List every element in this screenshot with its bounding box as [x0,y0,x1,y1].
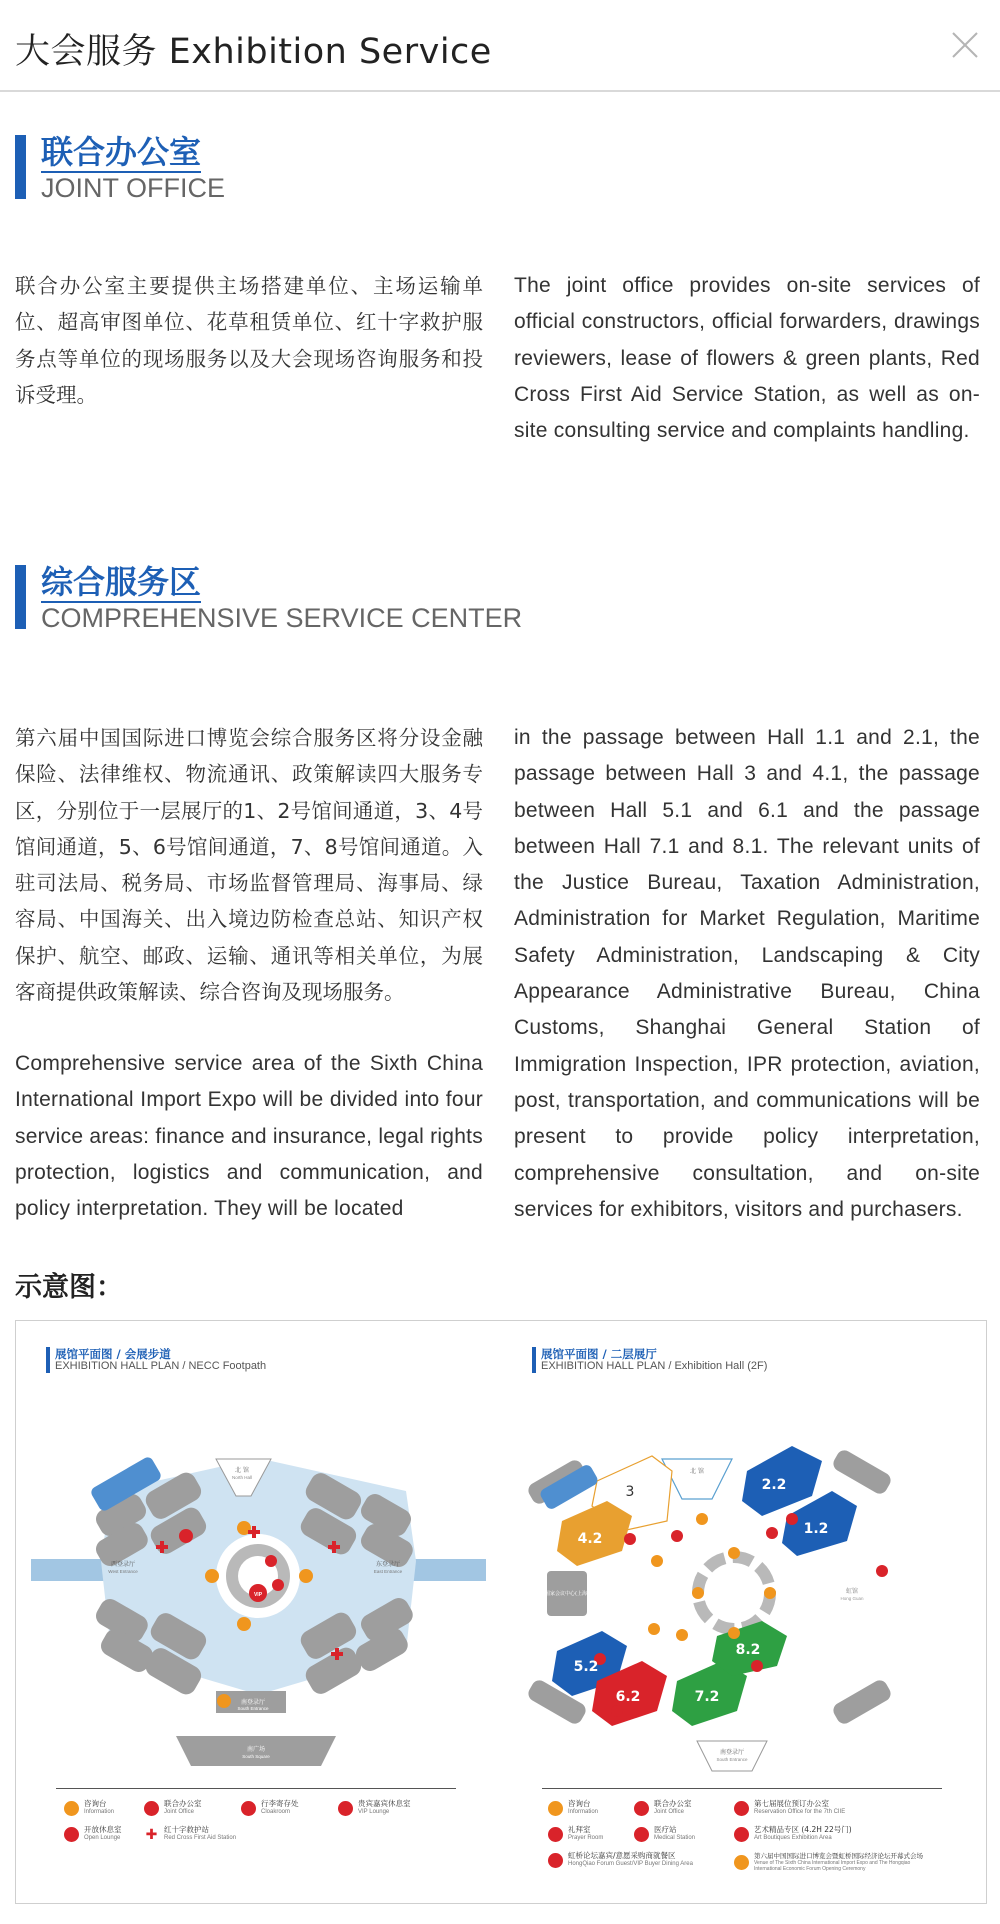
service-center-text-en-part2: in the passage between Hall 1.1 and 2.1, the passage between Hall 3 and 4.1, the passage between Hall 5.1 and 6.1 and the passage between Hall 7.1 and 8.1. The relevant units of the Justice Bureau, Taxation Administration, Administration for Market Regulation, Maritime Safety Administration, Landscaping & City Appearance Administrative Bureau, China Customs, Shanghai General Station of Immigration Inspection, IPR protection, aviation, post, transportation, and communications will be present to provide policy interpretation, comprehensive consultation, and on-site services for exhibitors, visitors and purchasers. [514,726,980,1221]
legend-item: 联合办公室 Joint Office [634,1800,692,1816]
legend-item: 咨询台 Information [548,1800,598,1816]
legend-item: ✚ 红十字救护站 Red Cross First Aid Station [145,1825,237,1842]
joint-office-icon [634,1801,649,1816]
hall-2-2-label: 2.2 [761,1477,787,1493]
exhibition-plan-image [15,1320,987,1904]
footpath-plan [16,1321,501,1903]
joint-office-text-cn: 联合办公室主要提供主场搭建单位、主场运输单位、超高审图单位、花草租赁单位、红十字救护服务点等单位的现场服务以及大会现场咨询服务和投诉受理。 [15,274,483,407]
close-icon[interactable] [948,28,982,62]
south-entrance-label: 南登录厅 [719,1749,745,1756]
svg-text:Hong Guan: Hong Guan [840,1596,864,1601]
legend-item: 开放休息室 Open Lounge [64,1826,122,1842]
joint-office-text-en: The joint office provides on-site services of official constructors, official forwarders, drawings reviewers, lease of flowers & green plants, Red Cross First Aid Service Station, as well as on-site consulting service and complaints handling. [514,274,980,443]
hall-1-2-label: 1.2 [803,1521,829,1537]
plan-title-cn: 展馆平面图 / 二层展厅 [541,1347,657,1361]
hall-3-label: 3 [625,1484,635,1500]
east-entrance-label: 东登录厅 [375,1561,401,1568]
south-entrance-label: 南登录厅 [240,1699,266,1706]
legend-item: 贵宾嘉宾休息室 VIP Lounge [338,1800,411,1816]
south-square-label: 南广场 [246,1746,266,1753]
legend-item: 咨询台 Information [64,1800,114,1816]
svg-text:North Hall: North Hall [231,1475,253,1480]
north-hall-label: 北 馆 [235,1467,249,1474]
dialog-header [0,0,1000,92]
legend-item: 医疗站 Medical Station [634,1826,695,1842]
dialog-title: 大会服务 Exhibition Service [15,32,492,72]
dining-icon [548,1853,563,1868]
plan-title-cn: 展馆平面图 / 会展步道 [55,1347,171,1361]
hall-2f-plan [502,1321,987,1903]
lounge-icon [64,1827,79,1842]
hall-7-2-label: 7.2 [694,1689,720,1705]
svg-text:West Entrance: West Entrance [108,1569,138,1574]
joint-office-title-cn: 联合办公室 [41,133,202,171]
map-legend [542,1788,942,1888]
hall-4-2-label: 4.2 [577,1531,603,1547]
plan-title-en: EXHIBITION HALL PLAN / Exhibition Hall (2F) [541,1360,768,1372]
convention-center-label: 国家会议中心(上海) [545,1591,589,1597]
svg-text:South Entrance: South Entrance [237,1706,269,1711]
prayer-icon [548,1827,563,1842]
hall-6-2-label: 6.2 [615,1689,641,1705]
art-icon [734,1827,749,1842]
service-center-text-en-part1: Comprehensive service area of the Sixth China International Import Expo will be divided into four service areas: finance and insurance, legal rights protection, logistics and communication, and policy interpretation. They will be located [15,1052,483,1221]
legend-item: 艺术精品专区 (4.2H 22号门) Art Boutiques Exhibition Area [734,1826,852,1842]
red-cross-icon: ✚ [145,1825,158,1842]
west-entrance-label: 西登录厅 [110,1561,136,1568]
hall-8-2-label: 8.2 [735,1642,761,1658]
diagram-title: 示意图： [15,1272,123,1303]
legend-item: 礼拜室 Prayer Room [548,1826,603,1842]
ceremony-icon [734,1855,749,1870]
map-legend [56,1788,456,1888]
info-icon [64,1801,79,1816]
service-center-title-en: COMPREHENSIVE SERVICE CENTER [41,603,523,633]
joint-office-title-en: JOINT OFFICE [41,173,226,203]
heading-accent-bar [15,565,26,629]
heading-accent-bar [15,135,26,199]
joint-office-icon [144,1801,159,1816]
medical-icon [634,1827,649,1842]
legend-item: 第七届展位预订办公室 Reservation Office for the 7th CIIE [734,1800,845,1816]
hall-5-2-label: 5.2 [573,1659,599,1675]
vip-marker: VIP [253,1592,263,1598]
legend-item: 第六届中国国际进口博览会暨虹桥国际经济论坛开幕式会场 Venue of The Sixth China International Import Expo and The Hongqiao International Economic Forum Opening Ceremony [734,1852,934,1872]
reservation-icon [734,1801,749,1816]
info-icon [548,1801,563,1816]
legend-item: 行李寄存处 Cloakroom [241,1800,299,1816]
legend-item: 虹桥论坛嘉宾/意愿采购商就餐区 HongQiao Forum Guest/VIP Buyer Dining Area [548,1852,693,1868]
cloakroom-icon [241,1801,256,1816]
hongguan-label: 虹馆 [845,1588,859,1595]
north-hall-label: 北 馆 [690,1468,704,1475]
legend-item: 联合办公室 Joint Office [144,1800,202,1816]
plan-title-en: EXHIBITION HALL PLAN / NECC Footpath [55,1360,267,1372]
svg-text:South Square: South Square [242,1754,270,1759]
service-center-text-cn: 第六届中国国际进口博览会综合服务区将分设金融保险、法律维权、物流通讯、政策解读四大服务专区，分别位于一层展厅的1、2号馆间通道，3、4号馆间通道，5、6号馆间通道，7、8号馆间通道。入驻司法局、税务局、市场监督管理局、海事局、绿容局、中国海关、出入境边防检查总站、知识产权保护、航空、邮政、运输、通讯等相关单位，为展客商提供政策解读、综合咨询及现场服务。 [15,726,483,1005]
svg-text:East Entrance: East Entrance [373,1569,403,1574]
svg-text:South Entrance: South Entrance [716,1757,748,1762]
service-center-title-cn: 综合服务区 [41,563,202,601]
vip-icon [338,1801,353,1816]
